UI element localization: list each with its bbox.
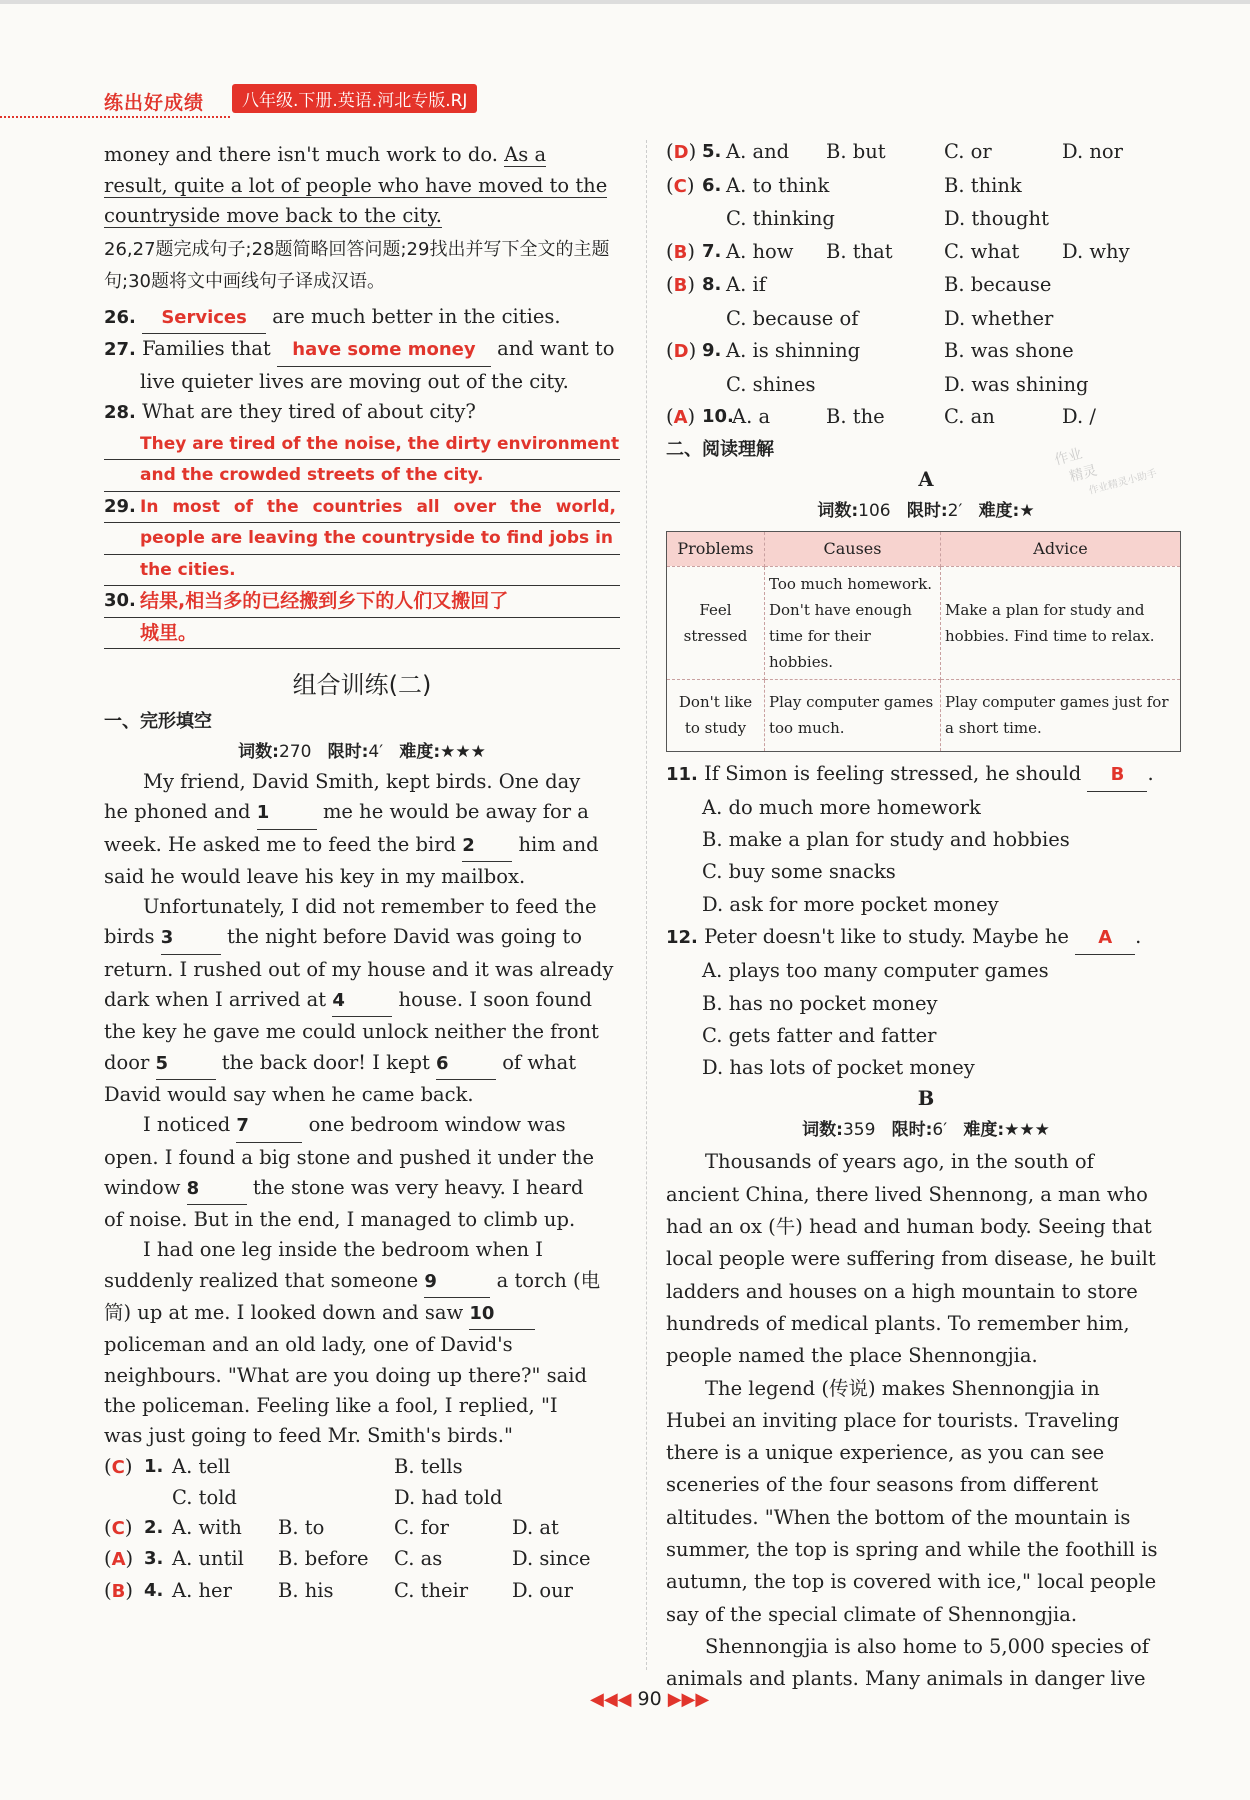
option-row: (D) 5. A. and B. but C. or D. nor <box>666 140 1123 163</box>
table-header: Causes <box>765 531 941 566</box>
column-divider <box>646 140 647 1670</box>
header-dotted-rule <box>0 116 230 118</box>
part-b-meta: 词数:359 限时:6′ 难度:★★★ <box>802 1120 1050 1141</box>
cloze-meta: 词数:270 限时:4′ 难度:★★★ <box>238 742 486 762</box>
option-row: C. shines D. was shining <box>726 372 1089 396</box>
answer-blank: have some money <box>277 335 491 367</box>
passage-b: Thousands of years ago, in the south of ancient China, there lived Shennong, a man who had an ox (牛) head and human body. Seeing that local people were suffering from disease, he built ladders and houses on a high mountain to store hundreds of medical plants. To remember him, people named the place Shennongjia. The legend (传说) makes Shennongjia in Hubei an inviting place for tourists. Traveling there is a unique experience, as you can see sceneries of the four seasons from different altitudes. "When the bottom of the mountain is summer, the top is spring and while the foothill is autumn, the top is covered with ice," local people say of the special climate of Shennongjia. Shennongjia is also home to 5,000 species of animals and plants. Many animals in danger live <box>666 1150 1158 1691</box>
section-title: 组合训练(二) <box>292 671 432 699</box>
table-cell: Too much homework. Don't have enough time for their hobbies. <box>765 566 941 679</box>
part-b-label: B <box>917 1087 935 1111</box>
cloze-passage: My friend, David Smith, kept birds. One day he phoned and 1 me he would be away for a week. He asked me to feed the bird 2 him and said he would leave his key in my mailbox. Unfortunately, I did not remember to feed the birds 3 the night before David was going to return. I rushed out of my house and it was already dark when I arrived at 4 house. I soon found the key he gave me could unlock neither the front door 5 the back door! I kept 6 of what David would say when he came back. I noticed 7 one bedroom window was open. I found a big stone and pushed it under the window 8 the stone was very heavy. I heard of noise. But in the end, I managed to climb up. I had one leg inside the bedroom when I suddenly realized that someone 9 a torch (电 筒) up at me. I looked down and saw 10 policeman and an old lady, one of David's neighbours. "What are you doing up there?" said the policeman. Feeling like a fool, I replied, "I was just going to feed Mr. Smith's birds." <box>104 770 614 1448</box>
option-row: C. thinking D. thought <box>726 207 1049 230</box>
option-row: (A) 3. A. until B. before C. as D. since <box>104 1547 591 1571</box>
cloze-options-right <box>666 136 1186 435</box>
q29: 29. In most of the countries all over the world, people are leaving the countryside to find jobs in the cities. <box>104 492 620 587</box>
q28: 28. What are they tired of about city? They are tired of the noise, the dirty environment and the crowded streets of the city. <box>104 397 620 492</box>
option-row: (B) 8. A. if B. because <box>666 273 1052 296</box>
option-row: (A) 10. A. a B. the C. an D. / <box>666 405 1096 428</box>
answer-blank: Services <box>142 303 266 335</box>
left-column <box>104 140 620 1607</box>
option-row: (C) 6. A. to think B. think <box>666 173 1022 197</box>
table-header: Problems <box>667 531 765 566</box>
option-row: C. because of D. whether <box>726 306 1054 330</box>
watermark-stamp: 作业 精灵 作业精灵小助手 <box>1052 445 1159 497</box>
option-row: (B) 7. A. how B. that C. what D. why <box>666 239 1130 263</box>
book-badge: 八年级.下册.英语.河北专版.RJ <box>232 84 477 113</box>
q12: 12. Peter doesn't like to study. Maybe he A . A. plays too many computer games B. has no pocket money C. gets fatter and fatter D. has lots of pocket money <box>666 921 1186 1084</box>
table-cell: Don't like to study <box>667 679 765 751</box>
q27: 27. Families that have some money and want to live quieter lives are moving out of the city. <box>104 337 615 393</box>
part-a-label: A <box>918 467 934 491</box>
q11: 11. If Simon is feeling stressed, he should B . A. do much more homework B. make a plan for study and hobbies C. buy some snacks D. ask for more pocket money <box>666 758 1186 921</box>
reading-heading: 二、阅读理解 <box>666 438 774 460</box>
right-column <box>666 136 1186 1696</box>
option-row: (B) 4. A. her B. his C. their D. our <box>104 1578 573 1602</box>
option-row: (C) 2. A. with B. to C. for D. at <box>104 1516 559 1540</box>
top-edge <box>0 0 1250 4</box>
cloze-options-left <box>104 1452 620 1607</box>
option-row: (C) 1. A. tell B. tells <box>104 1454 463 1478</box>
part-a-meta: 词数:106 限时:2′ 难度:★ <box>817 500 1035 521</box>
page-number: ◀◀◀ 90 ▶▶▶ <box>590 1688 710 1710</box>
passage-continuation: money and there isn't much work to do. As a result, quite a lot of people who have moved to the countryside move back to the city. <box>104 143 608 227</box>
table-cell: Make a plan for study and hobbies. Find time to relax. <box>941 566 1181 679</box>
q26: 26. Services are much better in the cities. <box>104 302 620 335</box>
table-header: Advice <box>941 531 1181 566</box>
table-cell: Feel stressed <box>667 566 765 679</box>
table-cell: Play computer games just for a short time. <box>941 679 1181 751</box>
next-arrows-icon: ▶▶▶ <box>667 1688 710 1710</box>
advice-table <box>666 531 1181 752</box>
q30: 30. 结果,相当多的已经搬到乡下的人们又搬回了 城里。 <box>104 586 620 649</box>
brand-title: 练出好成绩 <box>104 92 205 114</box>
option-row: (D) 9. A. is shinning B. was shone <box>666 339 1074 362</box>
table-cell: Play computer games too much. <box>765 679 941 751</box>
option-row: C. told D. had told <box>172 1485 503 1509</box>
instructions: 26,27题完成句子;28题简略回答问题;29找出并写下全文的主题句;30题将文中画线句子译成汉语。 <box>104 238 610 292</box>
prev-arrows-icon: ◀◀◀ <box>590 1688 632 1710</box>
cloze-heading: 一、完形填空 <box>104 711 212 732</box>
